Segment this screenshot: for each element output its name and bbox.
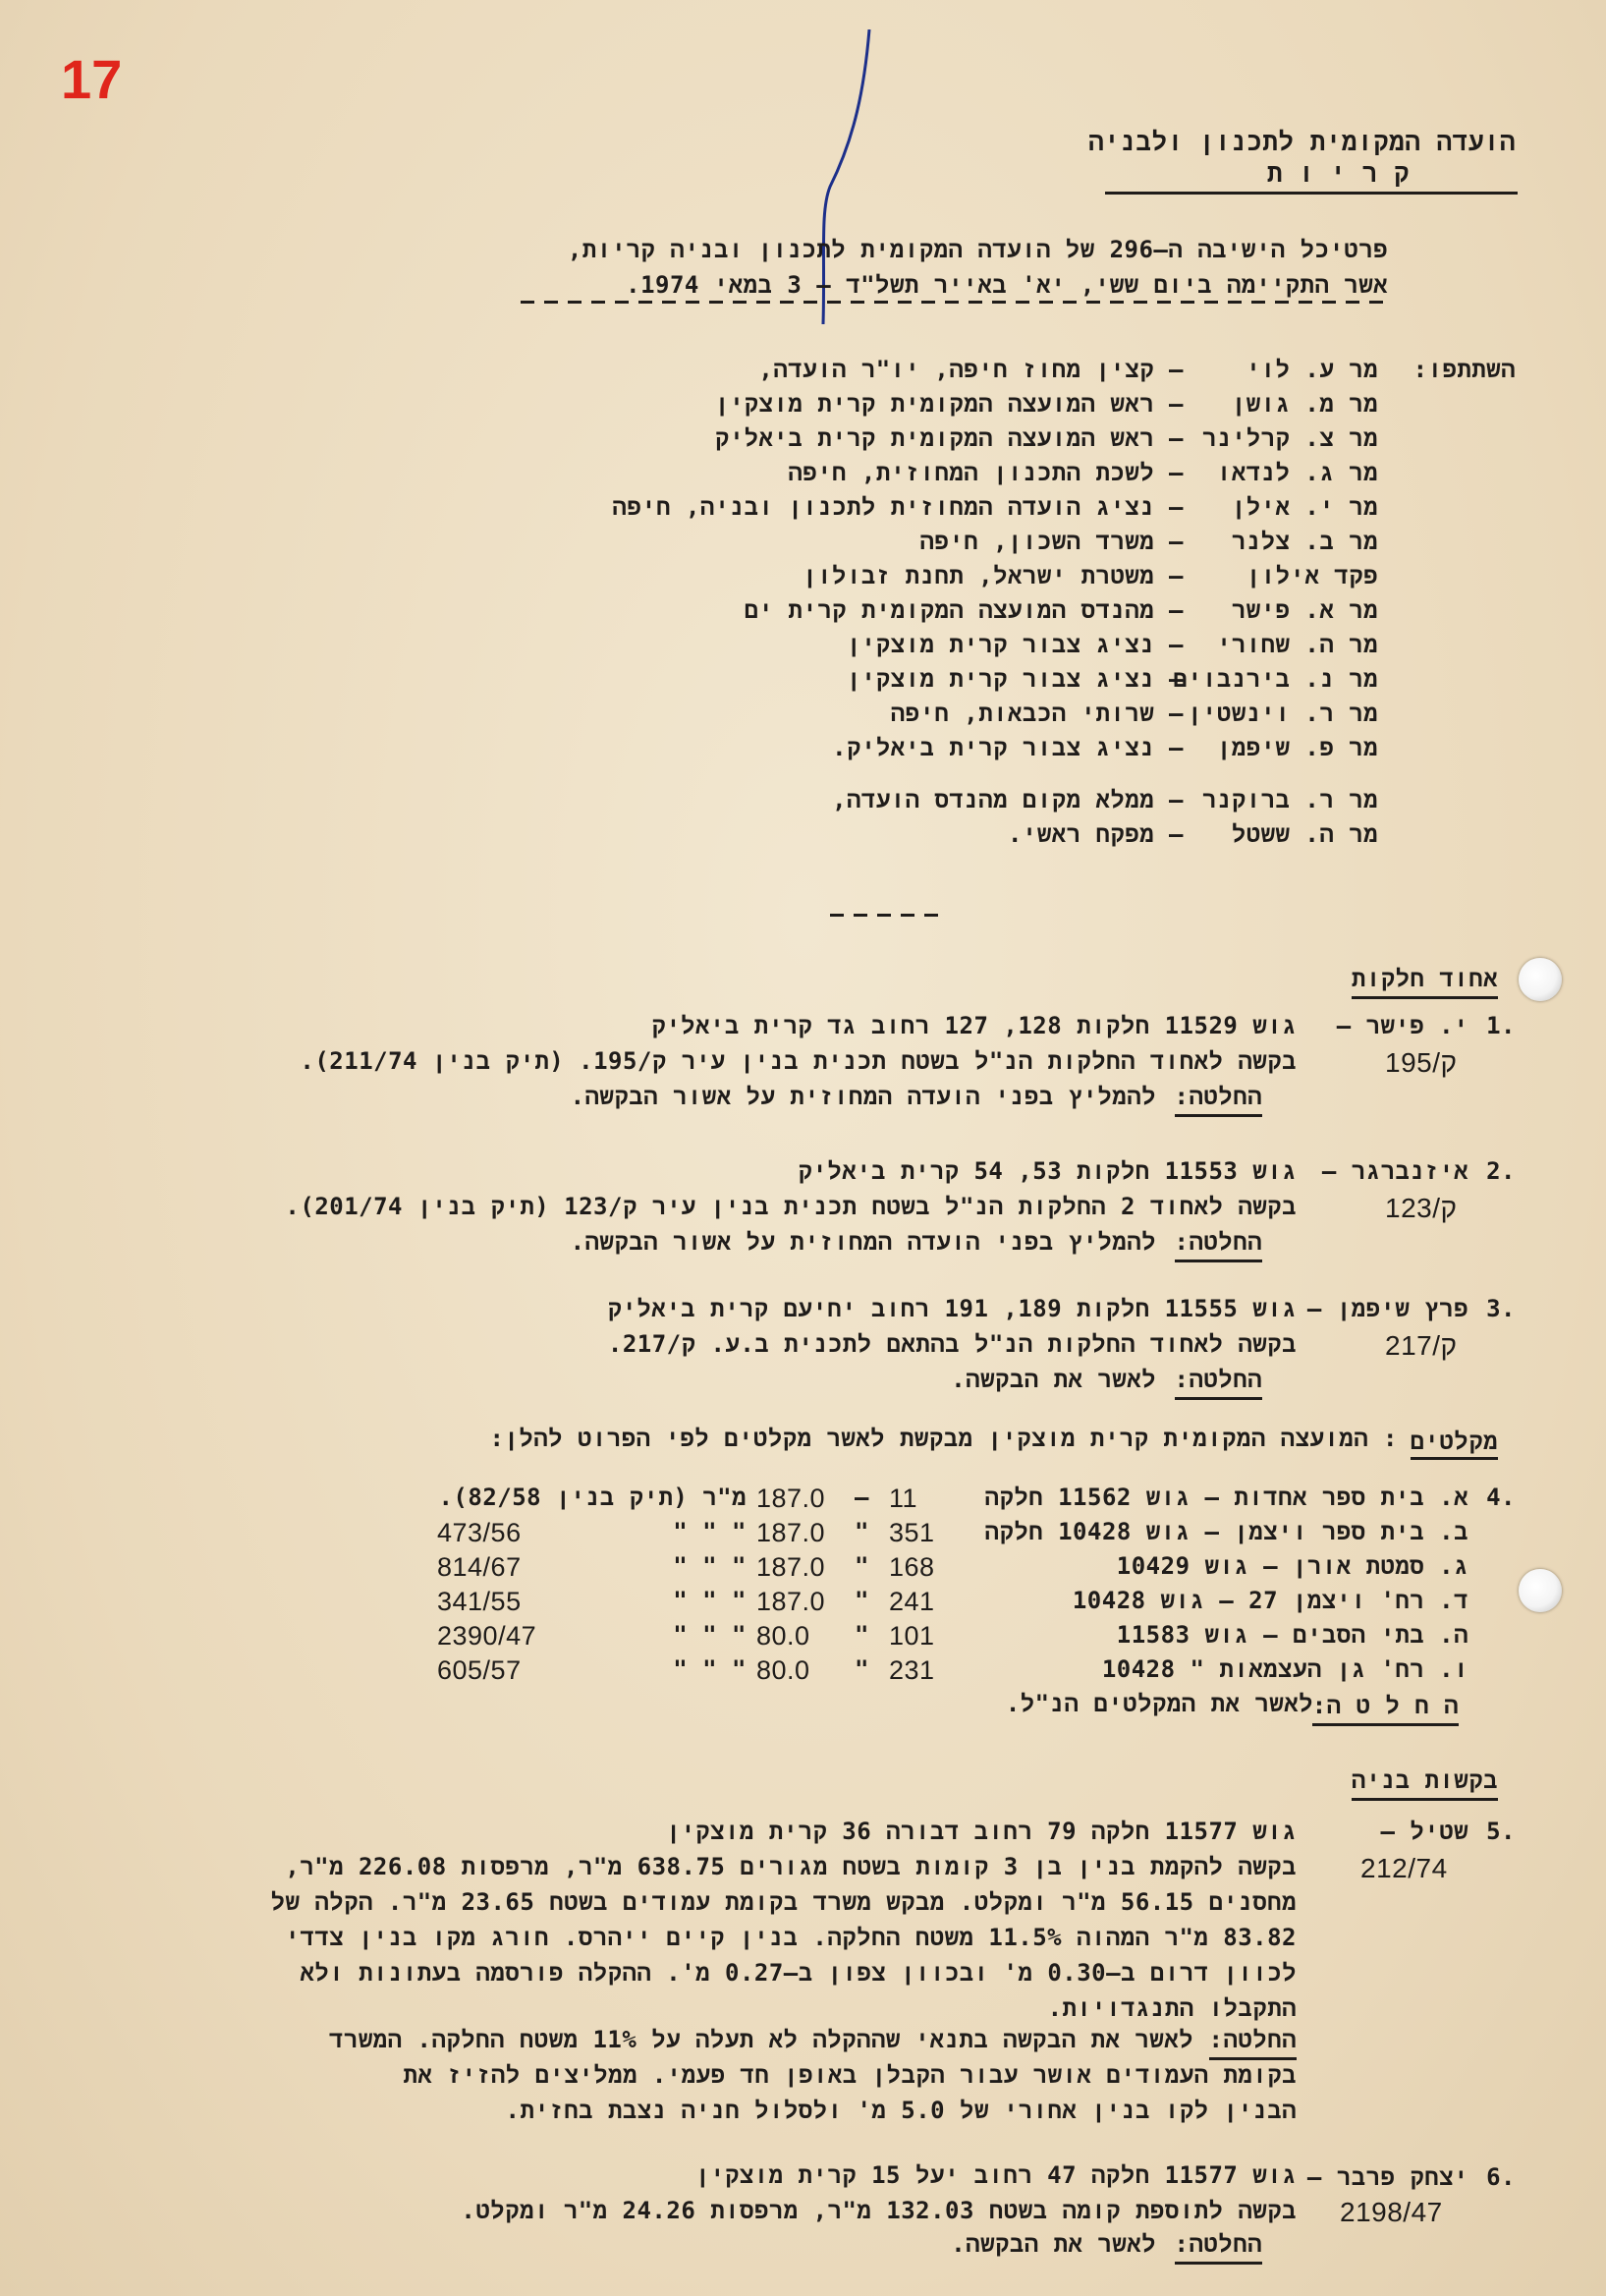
org-name: הועדה המקומית לתכנון ולבניה bbox=[1088, 128, 1516, 157]
attendee-row bbox=[0, 665, 1606, 699]
shelter-label: ד. רח' ויצמן 27 – גוש 10428 bbox=[1072, 1587, 1468, 1614]
shelter-parcel: 11 bbox=[889, 1484, 918, 1513]
attendee-role: – מפקח ראשי. bbox=[1007, 820, 1184, 848]
item-5-decision-line: הבנין לקו בנין אחורי של 5.0 מ' ולסלול חניה נצבת בחזית. bbox=[505, 2097, 1297, 2124]
shelter-parcel: 351 bbox=[889, 1518, 935, 1547]
attendee-role: – נציג צבור קרית מוצקין bbox=[847, 665, 1184, 693]
item-decision-label: החלטה: bbox=[1175, 1083, 1262, 1117]
page-number: 17 bbox=[61, 48, 123, 110]
shelter-file: 341/55 bbox=[437, 1587, 522, 1616]
attendee-name: מר פ. שיפמן bbox=[1216, 734, 1378, 761]
shelter-sep: " bbox=[855, 1587, 869, 1614]
item-ref: 123/ק bbox=[1385, 1193, 1458, 1223]
attendees-label: השתתפו: bbox=[1412, 356, 1516, 383]
item-5-ref: 212/74 bbox=[1360, 1853, 1448, 1883]
intro-underline bbox=[521, 301, 1388, 304]
shelter-parcel: 231 bbox=[889, 1655, 935, 1685]
item-decision: להמליץ בפני הועדה המחוזית על אשור הבקשה. bbox=[570, 1083, 1156, 1110]
attendee-role: – ממלא מקום מהנדס הועדה, bbox=[832, 786, 1184, 813]
attendee-name: מר נ. בירנבוים bbox=[1173, 665, 1378, 693]
item-5-line: לכוון דרום ב–0.30 מ' ובכוון צפון ב–0.27 מ'. ההקלה פורסמה בעתונות ולא bbox=[300, 1959, 1297, 1987]
item-line-2: בקשה לאחוד 2 החלקות הנ"ל בשטח תכנית בנין עיר ק/123 (תיק בנין 201/74). bbox=[285, 1193, 1297, 1220]
item-line-1: גוש 11555 חלקות 189, 191 רחוב יחיעם קרית ביאליק bbox=[607, 1295, 1297, 1322]
item-line-1: גוש 11529 חלקות 128, 127 רחוב גד קרית ביאליק bbox=[651, 1012, 1297, 1039]
attendee-role: – שרותי הכבאות, חיפה bbox=[890, 700, 1184, 727]
item-number: 2. bbox=[1486, 1157, 1516, 1185]
item-5-line: גוש 11577 חלקה 79 רחוב דבורה 36 קרית מוצקין bbox=[666, 1818, 1297, 1845]
punch-hole-bottom bbox=[1519, 1569, 1562, 1612]
item-applicant: י. פישר – bbox=[1336, 1012, 1468, 1039]
shelter-label: ג. סמטת אורן – גוש 10429 bbox=[1116, 1552, 1468, 1580]
attendee-role: – ראש המועצה המקומית קרית ביאליק bbox=[714, 424, 1184, 452]
attendee-role: – משרד השכון, חיפה bbox=[919, 528, 1184, 555]
attendee-row bbox=[0, 700, 1606, 733]
shelter-area: 80.0 bbox=[756, 1655, 810, 1685]
item-decision: להמליץ בפני הועדה המחוזית על אשור הבקשה. bbox=[570, 1228, 1156, 1256]
shelter-sep: " bbox=[855, 1552, 869, 1580]
item-number: 3. bbox=[1486, 1295, 1516, 1322]
item-6-decision: לאשר את הבקשה. bbox=[951, 2230, 1156, 2258]
attendee-row bbox=[0, 356, 1606, 389]
shelter-file: 2390/47 bbox=[437, 1621, 537, 1651]
item-6-line-1: גוש 11577 חלקה 47 רחוב יעל 15 קרית מוצקין bbox=[695, 2161, 1297, 2189]
punch-hole-top bbox=[1519, 958, 1562, 1001]
attendee-row bbox=[0, 734, 1606, 767]
attendee-row bbox=[0, 390, 1606, 423]
shelters-decision-label: ה ח ל ט ה: bbox=[1312, 1692, 1459, 1726]
item-ref: 217/ק bbox=[1385, 1330, 1458, 1361]
item-number-6: 6. bbox=[1486, 2163, 1516, 2191]
shelters-heading: מקלטים bbox=[1411, 1428, 1498, 1460]
item-6-decision-label: החלטה: bbox=[1175, 2230, 1262, 2265]
shelter-file: 814/67 bbox=[437, 1552, 522, 1582]
item-applicant: פרץ שיפמן – bbox=[1306, 1295, 1468, 1322]
item-line-2: בקשה לאחוד החלקות הנ"ל בהתאם לתכנית ב.ע. ק/217. bbox=[607, 1330, 1297, 1358]
org-subtitle: ק ר י ו ת bbox=[1266, 159, 1410, 189]
attendee-name: מר מ. גושן bbox=[1231, 390, 1378, 418]
attendee-row bbox=[0, 459, 1606, 492]
attendee-name: מר צ. קרלינר bbox=[1202, 424, 1378, 452]
attendee-role: – נציג הועדה המחוזית לתכנון ובניה, חיפה bbox=[612, 493, 1184, 521]
item-5-line: מחסנים 56.15 מ"ר ומקלט. מבקש משרד בקומת עמודים בשטח 23.65 מ"ר. הקלה של bbox=[270, 1888, 1297, 1916]
pen-mark bbox=[786, 29, 894, 393]
attendee-row bbox=[0, 631, 1606, 664]
shelter-file: 605/57 bbox=[437, 1655, 522, 1685]
attendee-name: מר א. פישר bbox=[1231, 596, 1378, 624]
attendee-role: – לשכת התכנון המחוזית, חיפה bbox=[788, 459, 1184, 486]
item-6-line-2: בקשה לתוספת קומה בשטח 132.03 מ"ר, מרפסות 24.26 מ"ר ומקלט. bbox=[461, 2197, 1297, 2224]
item-5-line: בקשה להקמת בנין בן 3 קומות בשטח מגורים 638.75 מ"ר, מרפסות 226.08 מ"ר, bbox=[285, 1853, 1297, 1880]
shelter-area: 80.0 bbox=[756, 1621, 810, 1651]
shelter-sep: " bbox=[855, 1655, 869, 1683]
attendee-row bbox=[0, 424, 1606, 458]
attendee-name: מר ג. לנדאו bbox=[1216, 459, 1378, 486]
attendee-name: מר ר. ברוקנר bbox=[1202, 786, 1378, 813]
item-5-decision-label: החלטה: bbox=[1209, 2026, 1297, 2060]
attendee-role: – משטרת ישראל, תחנת זבולון bbox=[803, 562, 1184, 589]
attendee-name: מר ה. שחורי bbox=[1216, 631, 1378, 658]
shelter-label: ו. רח' גן העצמאות " 10428 bbox=[1101, 1655, 1468, 1683]
attendee-row bbox=[0, 528, 1606, 561]
item-applicant: איזנברגר – bbox=[1321, 1157, 1468, 1185]
attendee-row bbox=[0, 493, 1606, 527]
shelter-unit: " " " bbox=[673, 1552, 747, 1580]
attendee-name: מר ב. צלנר bbox=[1231, 528, 1378, 555]
shelter-sep: – bbox=[855, 1484, 869, 1511]
shelter-unit: מ"ר (תיק בנין 82/58). bbox=[438, 1484, 747, 1511]
item-5-line: 83.82 מ"ר המהוה 11.5% משטח החלקה. בנין קיים ייהרס. חורג מקו בנין צדדי bbox=[285, 1924, 1297, 1951]
item-decision: לאשר את הבקשה. bbox=[951, 1366, 1156, 1393]
shelter-label: ב. בית ספר ויצמן – גוש 10428 חלקה bbox=[984, 1518, 1468, 1545]
item-number: 1. bbox=[1486, 1012, 1516, 1039]
header-underline bbox=[1105, 192, 1518, 195]
shelter-sep: " bbox=[855, 1518, 869, 1545]
shelter-area: 187.0 bbox=[756, 1587, 826, 1616]
shelters-decision: לאשר את המקלטים הנ"ל. bbox=[1005, 1690, 1313, 1717]
attendee-name: מר י. אילן bbox=[1231, 493, 1378, 521]
shelter-parcel: 101 bbox=[889, 1621, 935, 1651]
item-line-1: גוש 11553 חלקות 53, 54 קרית ביאליק bbox=[798, 1157, 1297, 1185]
shelter-unit: " " " bbox=[673, 1621, 747, 1649]
attendee-name: מר ר. וינשטין bbox=[1188, 700, 1378, 727]
item-5-decision-line: לאשר את הבקשה בתנאי שההקלה לא תעלה על 11% משטח החלקה. המשרד bbox=[329, 2026, 1193, 2053]
item-5-applicant: שטיל – bbox=[1380, 1818, 1468, 1845]
item-6-ref: 2198/47 bbox=[1340, 2197, 1443, 2227]
separator-dashes bbox=[830, 914, 943, 917]
item-decision-label: החלטה: bbox=[1175, 1228, 1262, 1262]
intro-line-2: אשר התקיימה ביום ששי, יא' באייר תשל"ד – 3 במאי 1974. bbox=[626, 271, 1388, 299]
shelter-label: ה. בתי הסבים – גוש 11583 bbox=[1116, 1621, 1468, 1649]
item-5-decision-line: בקומת העמודים אושר עבור הקבלן באופן חד פעמי. ממליצים להזיז את bbox=[403, 2061, 1297, 2089]
shelter-parcel: 168 bbox=[889, 1552, 935, 1582]
shelter-area: 187.0 bbox=[756, 1552, 826, 1582]
shelter-file: 473/56 bbox=[437, 1518, 522, 1547]
section-merge-heading: אחוד חלקות bbox=[1352, 965, 1498, 999]
item-number-5: 5. bbox=[1486, 1818, 1516, 1845]
attendee-row bbox=[0, 562, 1606, 595]
attendee-name: מר ע. לוי bbox=[1246, 356, 1378, 383]
item-number-4: 4. bbox=[1486, 1484, 1516, 1511]
attendee-row bbox=[0, 596, 1606, 630]
shelter-unit: " " " bbox=[673, 1518, 747, 1545]
shelter-area: 187.0 bbox=[756, 1518, 826, 1547]
attendee-role: – נציג צבור קרית מוצקין bbox=[847, 631, 1184, 658]
attendee-row bbox=[0, 786, 1606, 819]
item-line-2: בקשה לאחוד החלקות הנ"ל בשטח תכנית בנין עיר ק/195. (תיק בנין 211/74). bbox=[300, 1047, 1297, 1075]
shelter-sep: " bbox=[855, 1621, 869, 1649]
attendee-role: – ראש המועצה המקומית קרית מוצקין bbox=[714, 390, 1184, 418]
shelters-intro: : המועצה המקומית קרית מוצקין מבקשת לאשר מקלטים לפי הפרוט להלן: bbox=[489, 1425, 1398, 1452]
attendee-row bbox=[0, 820, 1606, 854]
attendee-role: – נציג צבור קרית ביאליק. bbox=[832, 734, 1184, 761]
shelter-unit: " " " bbox=[673, 1587, 747, 1614]
shelter-area: 187.0 bbox=[756, 1484, 826, 1513]
item-decision-label: החלטה: bbox=[1175, 1366, 1262, 1400]
shelter-label: א. בית ספר אחדות – גוש 11562 חלקה bbox=[984, 1484, 1468, 1511]
section-building-heading: בקשות בניה bbox=[1352, 1766, 1498, 1801]
shelter-parcel: 241 bbox=[889, 1587, 935, 1616]
attendee-name: מר ה. ששטל bbox=[1231, 820, 1378, 848]
item-ref: 195/ק bbox=[1385, 1047, 1458, 1078]
attendee-name: פקד אילון bbox=[1246, 562, 1378, 589]
attendee-role: – מהנדס המועצה המקומית קרית ים bbox=[744, 596, 1184, 624]
attendee-role: – קצין מחוז חיפה, יו"ר הועדה, bbox=[758, 356, 1184, 383]
shelter-unit: " " " bbox=[673, 1655, 747, 1683]
intro-line-1: פרטיכל הישיבה ה–296 של הועדה המקומית לתכנון ובניה קריות, bbox=[567, 236, 1388, 263]
item-6-applicant: יצחק פרבר – bbox=[1306, 2163, 1468, 2191]
item-5-line: התקבלו התנגדויות. bbox=[1047, 1994, 1297, 2022]
